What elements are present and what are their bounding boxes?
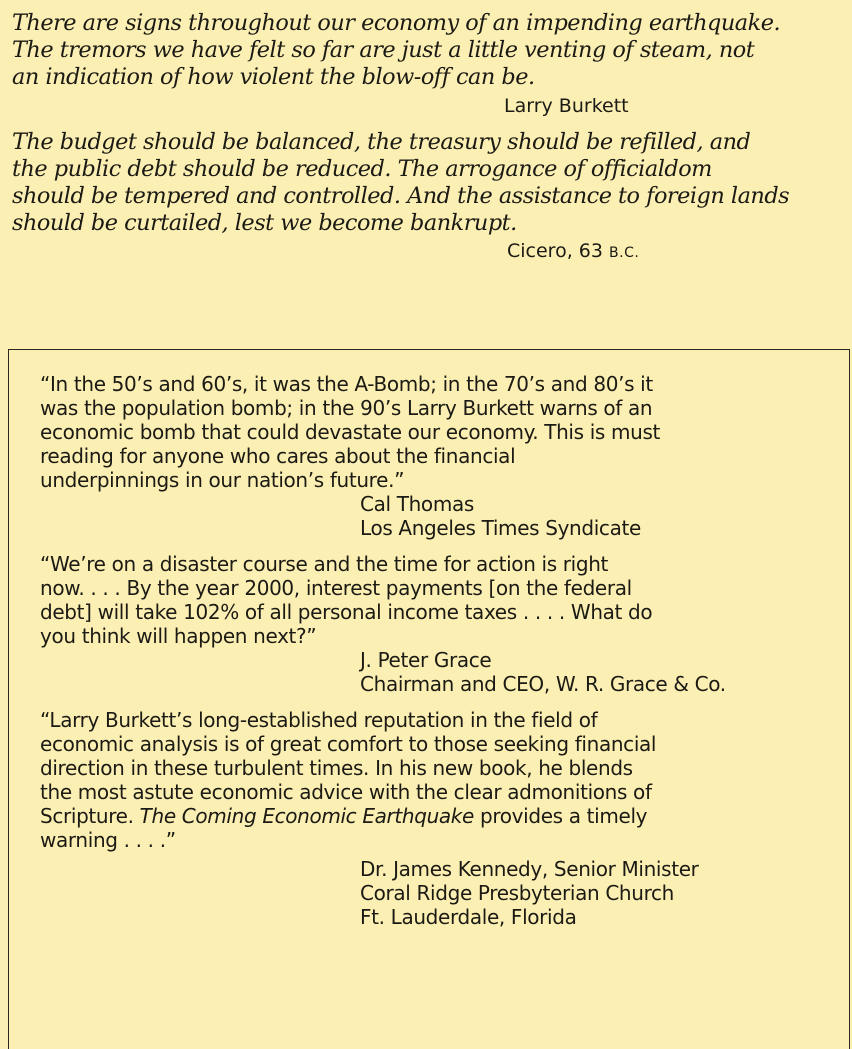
quote-line: an indication of how violent the blow-off can be. xyxy=(12,64,535,90)
endorsement-line: now. . . . By the year 2000, interest payments [on the federal xyxy=(40,576,632,600)
endorsement-line: warning . . . .” xyxy=(40,828,176,852)
byline-name: J. Peter Grace xyxy=(360,648,492,672)
cicero-quote xyxy=(12,129,848,237)
quote-line: There are signs throughout our economy of an impending earthquake. xyxy=(12,10,781,36)
endorsement-line: economic analysis is of great comfort to those seeking financial xyxy=(40,732,657,756)
byline-name: Cal Thomas xyxy=(360,492,474,516)
endorsement-james-kennedy xyxy=(40,708,850,929)
book-title: The Coming Economic Earthquake xyxy=(139,804,474,828)
endorsement-line: reading for anyone who cares about the financial xyxy=(40,444,516,468)
cicero-attribution xyxy=(507,238,848,267)
byline-affiliation: Coral Ridge Presbyterian Church xyxy=(360,881,674,905)
endorsement-line: economic bomb that could devastate our economy. This is must xyxy=(40,420,661,444)
byline-affiliation: Chairman and CEO, W. R. Grace & Co. xyxy=(360,672,726,696)
endorsement-text: provides a timely xyxy=(474,804,648,828)
endorsement-line: you think will happen next?” xyxy=(40,624,317,648)
endorsement-line: “In the 50’s and 60’s, it was the A-Bomb; in the 70’s and 80’s it xyxy=(40,372,653,396)
endorsement-line: direction in these turbulent times. In his new book, he blends xyxy=(40,756,633,780)
endorsement-line: “We’re on a disaster course and the time for action is right xyxy=(40,552,609,576)
endorsements xyxy=(40,372,850,929)
quote-line: The budget should be balanced, the treasury should be refilled, and xyxy=(12,129,751,155)
endorsement-line xyxy=(40,804,850,828)
burkett-quote xyxy=(12,10,848,91)
endorsement-line: the most astute economic advice with the clear admonitions of xyxy=(40,780,652,804)
byline-location: Ft. Lauderdale, Florida xyxy=(360,905,577,929)
quote-line: The tremors we have felt so far are just a little venting of steam, not xyxy=(12,37,755,63)
cicero-attribution-name: Cicero, 63 xyxy=(507,240,603,262)
endorsement-line: underpinnings in our nation’s future.” xyxy=(40,468,405,492)
top-quotes xyxy=(12,10,848,267)
byline-affiliation: Los Angeles Times Syndicate xyxy=(360,516,641,540)
endorsement-line: was the population bomb; in the 90’s Larry Burkett warns of an xyxy=(40,396,653,420)
endorsement-text: Scripture. xyxy=(40,804,140,828)
endorsement-cal-thomas xyxy=(40,372,850,540)
quote-line: the public debt should be reduced. The arrogance of officialdom xyxy=(12,156,712,182)
burkett-attribution: Larry Burkett xyxy=(504,95,629,117)
quote-line: should be tempered and controlled. And the assistance to foreign lands xyxy=(12,183,790,209)
quote-line: should be curtailed, lest we become bankrupt. xyxy=(12,210,517,236)
byline-name: Dr. James Kennedy, Senior Minister xyxy=(360,857,699,881)
cicero-attribution-era: B.C. xyxy=(609,245,640,261)
endorsement-line: debt] will take 102% of all personal income taxes . . . . What do xyxy=(40,600,653,624)
endorsement-line: “Larry Burkett’s long-established reputation in the field of xyxy=(40,708,598,732)
endorsement-peter-grace xyxy=(40,552,850,696)
